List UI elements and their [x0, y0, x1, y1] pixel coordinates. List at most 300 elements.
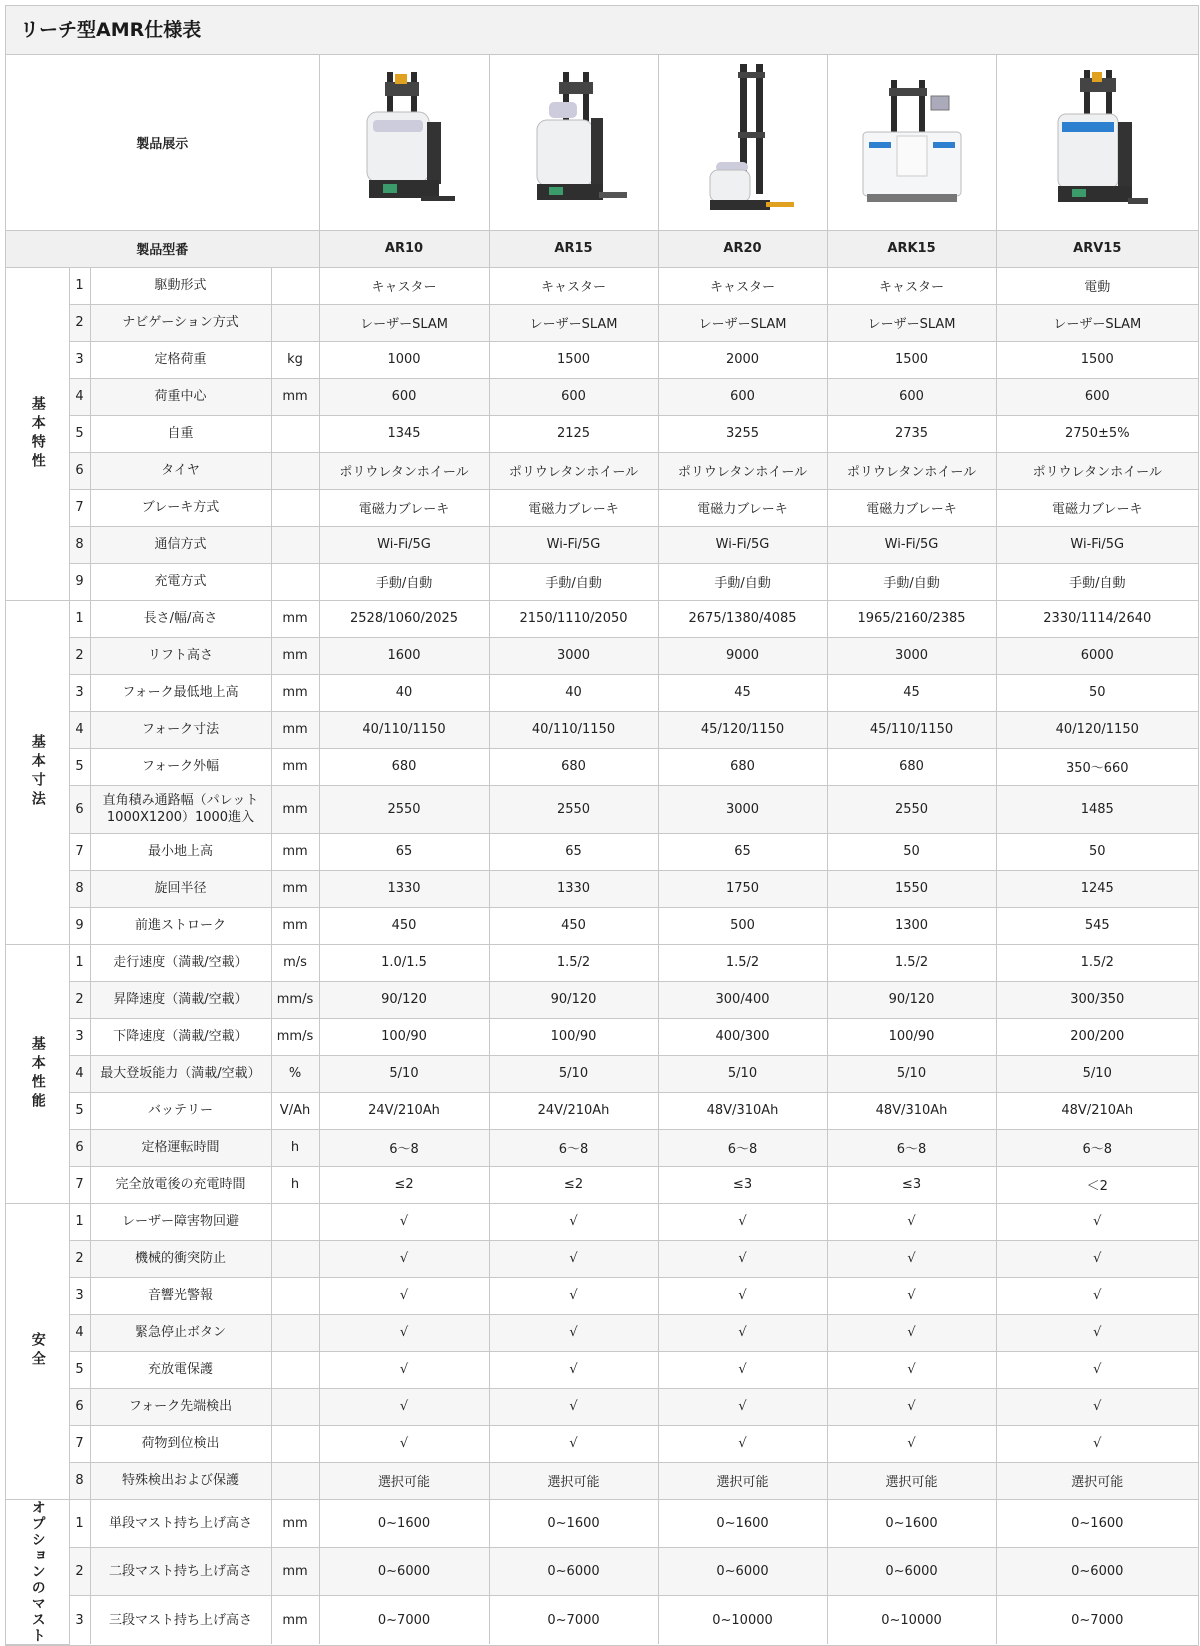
spec-value: √	[658, 1351, 827, 1388]
spec-label: 充電方式	[90, 563, 271, 600]
spec-value: 450	[319, 907, 489, 944]
spec-value: 48V/310Ah	[658, 1092, 827, 1129]
spec-value: Wi-Fi/5G	[319, 526, 489, 563]
spec-value: 電磁力ブレーキ	[319, 489, 489, 526]
spec-label: フォーク外幅	[90, 748, 271, 785]
spec-value: 0~6000	[489, 1547, 658, 1595]
spec-label: 旋回半径	[90, 870, 271, 907]
row-number: 2	[69, 981, 90, 1018]
spec-value: 3000	[489, 637, 658, 674]
display-label: 製品展示	[6, 55, 319, 230]
spec-unit: mm	[271, 637, 319, 674]
spec-row	[6, 415, 1198, 452]
spec-value: √	[996, 1203, 1198, 1240]
model-label: 製品型番	[6, 230, 319, 267]
spec-value: 40/110/1150	[489, 711, 658, 748]
spec-value: キャスター	[827, 267, 996, 304]
spec-value: ≤3	[658, 1166, 827, 1203]
robot-ar20-image	[688, 62, 798, 222]
spec-row	[6, 1018, 1198, 1055]
spec-value: 手動/自動	[319, 563, 489, 600]
spec-label: 駆動形式	[90, 267, 271, 304]
spec-value: 100/90	[319, 1018, 489, 1055]
spec-row	[6, 1351, 1198, 1388]
spec-value: 選択可能	[489, 1462, 658, 1499]
spec-value: 45	[658, 674, 827, 711]
spec-label: 前進ストローク	[90, 907, 271, 944]
spec-unit: mm	[271, 748, 319, 785]
spec-value: √	[489, 1240, 658, 1277]
spec-value: レーザーSLAM	[489, 304, 658, 341]
spec-row	[6, 748, 1198, 785]
spec-unit: mm	[271, 674, 319, 711]
spec-row	[6, 1547, 1198, 1595]
spec-value: 600	[489, 378, 658, 415]
spec-label: 単段マスト持ち上げ高さ	[90, 1499, 271, 1547]
spec-value: √	[827, 1351, 996, 1388]
image-row	[6, 55, 1198, 230]
spec-value: 300/350	[996, 981, 1198, 1018]
spec-value: 3255	[658, 415, 827, 452]
robot-ar10-image	[349, 62, 459, 222]
spec-label: 音響光警報	[90, 1277, 271, 1314]
spec-value: ポリウレタンホイール	[996, 452, 1198, 489]
spec-row	[6, 981, 1198, 1018]
spec-label: 自重	[90, 415, 271, 452]
spec-value: 1965/2160/2385	[827, 600, 996, 637]
spec-value: レーザーSLAM	[658, 304, 827, 341]
spec-unit	[271, 267, 319, 304]
spec-value: 2550	[319, 785, 489, 833]
spec-value: 3000	[827, 637, 996, 674]
spec-value: ≤2	[489, 1166, 658, 1203]
spec-row	[6, 1277, 1198, 1314]
spec-value: 2000	[658, 341, 827, 378]
spec-value: √	[996, 1425, 1198, 1462]
spec-row	[6, 833, 1198, 870]
section-label: 基本特性	[6, 267, 69, 600]
spec-value: 6～8	[996, 1129, 1198, 1166]
spec-value: 6～8	[827, 1129, 996, 1166]
section-label: 基本性能	[6, 944, 69, 1203]
row-number: 8	[69, 870, 90, 907]
spec-value: 680	[658, 748, 827, 785]
spec-value: 1550	[827, 870, 996, 907]
spec-value: 90/120	[827, 981, 996, 1018]
spec-row	[6, 674, 1198, 711]
spec-value: 90/120	[319, 981, 489, 1018]
spec-value: √	[489, 1351, 658, 1388]
spec-value: 2125	[489, 415, 658, 452]
spec-value: 2750±5%	[996, 415, 1198, 452]
spec-value: 50	[996, 674, 1198, 711]
spec-value: 600	[319, 378, 489, 415]
row-number: 6	[69, 785, 90, 833]
spec-value: 手動/自動	[996, 563, 1198, 600]
spec-value: √	[996, 1240, 1198, 1277]
section-label: 安全	[6, 1203, 69, 1499]
spec-value: 600	[827, 378, 996, 415]
spec-value: 600	[996, 378, 1198, 415]
model-ar20: AR20	[658, 230, 827, 267]
spec-value: 90/120	[489, 981, 658, 1018]
spec-value: 45/110/1150	[827, 711, 996, 748]
row-number: 1	[69, 1499, 90, 1547]
spec-value: 545	[996, 907, 1198, 944]
spec-label: 定格運転時間	[90, 1129, 271, 1166]
spec-value: 680	[827, 748, 996, 785]
spec-value: 1330	[489, 870, 658, 907]
spec-label: 定格荷重	[90, 341, 271, 378]
spec-unit: mm	[271, 907, 319, 944]
spec-value: 45	[827, 674, 996, 711]
spec-value: 0~1600	[827, 1499, 996, 1547]
spec-value: √	[658, 1277, 827, 1314]
spec-value: √	[319, 1425, 489, 1462]
row-number: 2	[69, 637, 90, 674]
spec-value: Wi-Fi/5G	[996, 526, 1198, 563]
spec-value: 9000	[658, 637, 827, 674]
row-number: 5	[69, 1351, 90, 1388]
spec-unit	[271, 415, 319, 452]
spec-value: ポリウレタンホイール	[827, 452, 996, 489]
section-label: オプションのマスト	[6, 1499, 69, 1644]
spec-unit: h	[271, 1166, 319, 1203]
model-row	[6, 230, 1198, 267]
spec-value: 3000	[658, 785, 827, 833]
spec-value: 1.0/1.5	[319, 944, 489, 981]
spec-value: 48V/210Ah	[996, 1092, 1198, 1129]
spec-unit: %	[271, 1055, 319, 1092]
spec-value: 選択可能	[658, 1462, 827, 1499]
spec-value: 1500	[996, 341, 1198, 378]
spec-value: √	[489, 1314, 658, 1351]
spec-value: 2528/1060/2025	[319, 600, 489, 637]
spec-value: 50	[827, 833, 996, 870]
spec-value: Wi-Fi/5G	[658, 526, 827, 563]
spec-label: レーザー障害物回避	[90, 1203, 271, 1240]
row-number: 9	[69, 563, 90, 600]
spec-value: √	[658, 1425, 827, 1462]
spec-unit	[271, 1462, 319, 1499]
spec-value: √	[996, 1388, 1198, 1425]
spec-label: 通信方式	[90, 526, 271, 563]
spec-value: 0~1600	[996, 1499, 1198, 1547]
spec-value: ポリウレタンホイール	[489, 452, 658, 489]
spec-value: 1.5/2	[489, 944, 658, 981]
row-number: 7	[69, 1166, 90, 1203]
spec-value: 5/10	[827, 1055, 996, 1092]
spec-value: √	[658, 1203, 827, 1240]
spec-value: 電磁力ブレーキ	[658, 489, 827, 526]
spec-row	[6, 452, 1198, 489]
spec-unit: mm	[271, 1499, 319, 1547]
spec-row	[6, 304, 1198, 341]
spec-value: 50	[996, 833, 1198, 870]
spec-unit	[271, 452, 319, 489]
spec-label: 走行速度（満載/空載）	[90, 944, 271, 981]
spec-value: 1500	[827, 341, 996, 378]
spec-value: 500	[658, 907, 827, 944]
row-number: 9	[69, 907, 90, 944]
spec-unit	[271, 1314, 319, 1351]
product-image-ar10	[319, 55, 489, 230]
robot-ar15-image	[519, 62, 629, 222]
row-number: 7	[69, 489, 90, 526]
spec-value: √	[489, 1388, 658, 1425]
spec-value: √	[658, 1388, 827, 1425]
spec-value: 1485	[996, 785, 1198, 833]
spec-value: √	[827, 1425, 996, 1462]
row-number: 3	[69, 1596, 90, 1644]
spec-unit	[271, 563, 319, 600]
spec-value: 40	[319, 674, 489, 711]
spec-sheet	[5, 5, 1199, 1646]
spec-value: 0~10000	[827, 1596, 996, 1644]
spec-row	[6, 1462, 1198, 1499]
spec-value: 1245	[996, 870, 1198, 907]
page-title: リーチ型AMR仕様表	[6, 6, 1198, 55]
spec-value: 1345	[319, 415, 489, 452]
spec-unit	[271, 1240, 319, 1277]
spec-label: 三段マスト持ち上げ高さ	[90, 1596, 271, 1644]
spec-value: 6～8	[319, 1129, 489, 1166]
spec-unit	[271, 1203, 319, 1240]
spec-row	[6, 1055, 1198, 1092]
row-number: 4	[69, 1314, 90, 1351]
spec-value: √	[827, 1388, 996, 1425]
row-number: 3	[69, 674, 90, 711]
model-ar15: AR15	[489, 230, 658, 267]
spec-label: タイヤ	[90, 452, 271, 489]
spec-value: 0~7000	[319, 1596, 489, 1644]
spec-value: 24V/210Ah	[319, 1092, 489, 1129]
spec-value: √	[658, 1240, 827, 1277]
spec-value: 0~1600	[489, 1499, 658, 1547]
spec-unit: mm/s	[271, 1018, 319, 1055]
spec-label: 完全放電後の充電時間	[90, 1166, 271, 1203]
spec-value: √	[319, 1388, 489, 1425]
spec-value: 1.5/2	[996, 944, 1198, 981]
product-image-ark15	[827, 55, 996, 230]
spec-value: ポリウレタンホイール	[319, 452, 489, 489]
row-number: 2	[69, 1547, 90, 1595]
spec-row	[6, 1314, 1198, 1351]
spec-value: 電磁力ブレーキ	[827, 489, 996, 526]
spec-unit: mm	[271, 600, 319, 637]
spec-row	[6, 1203, 1198, 1240]
spec-unit	[271, 1277, 319, 1314]
spec-value: 65	[319, 833, 489, 870]
spec-value: 40	[489, 674, 658, 711]
row-number: 6	[69, 1129, 90, 1166]
spec-value: √	[827, 1203, 996, 1240]
spec-value: √	[658, 1314, 827, 1351]
spec-row	[6, 1388, 1198, 1425]
spec-value: 45/120/1150	[658, 711, 827, 748]
spec-label: フォーク寸法	[90, 711, 271, 748]
spec-value: 選択可能	[996, 1462, 1198, 1499]
section-label: 基本寸法	[6, 600, 69, 944]
spec-label: フォーク先端検出	[90, 1388, 271, 1425]
spec-value: 2150/1110/2050	[489, 600, 658, 637]
product-image-ar20	[658, 55, 827, 230]
spec-value: ポリウレタンホイール	[658, 452, 827, 489]
spec-value: 手動/自動	[827, 563, 996, 600]
spec-label: 昇降速度（満載/空載）	[90, 981, 271, 1018]
row-number: 3	[69, 1018, 90, 1055]
spec-value: 100/90	[827, 1018, 996, 1055]
spec-value: レーザーSLAM	[827, 304, 996, 341]
spec-value: 2550	[827, 785, 996, 833]
spec-label: 荷物到位検出	[90, 1425, 271, 1462]
spec-value: √	[319, 1277, 489, 1314]
spec-label: 下降速度（満載/空載）	[90, 1018, 271, 1055]
spec-value: 5/10	[996, 1055, 1198, 1092]
spec-unit: mm	[271, 1596, 319, 1644]
row-number: 8	[69, 1462, 90, 1499]
spec-label: 最小地上高	[90, 833, 271, 870]
spec-value: 100/90	[489, 1018, 658, 1055]
spec-unit	[271, 1425, 319, 1462]
spec-value: 6000	[996, 637, 1198, 674]
spec-value: 選択可能	[827, 1462, 996, 1499]
spec-label: 充放電保護	[90, 1351, 271, 1388]
spec-value: √	[319, 1240, 489, 1277]
spec-row	[6, 1092, 1198, 1129]
spec-label: フォーク最低地上高	[90, 674, 271, 711]
row-number: 2	[69, 304, 90, 341]
spec-value: 2550	[489, 785, 658, 833]
spec-value: 40/110/1150	[319, 711, 489, 748]
spec-row	[6, 944, 1198, 981]
spec-label: 機械的衝突防止	[90, 1240, 271, 1277]
row-number: 8	[69, 526, 90, 563]
spec-row	[6, 563, 1198, 600]
spec-value: 200/200	[996, 1018, 1198, 1055]
row-number: 7	[69, 1425, 90, 1462]
spec-value: √	[996, 1277, 1198, 1314]
spec-value: 1000	[319, 341, 489, 378]
row-number: 3	[69, 1277, 90, 1314]
spec-value: キャスター	[658, 267, 827, 304]
row-number: 2	[69, 1240, 90, 1277]
spec-value: √	[827, 1240, 996, 1277]
spec-value: 0~7000	[489, 1596, 658, 1644]
spec-row	[6, 267, 1198, 304]
product-image-arv15	[996, 55, 1198, 230]
model-ark15: ARK15	[827, 230, 996, 267]
spec-label: ナビゲーション方式	[90, 304, 271, 341]
spec-unit: mm	[271, 833, 319, 870]
row-number: 7	[69, 833, 90, 870]
spec-value: 350～660	[996, 748, 1198, 785]
spec-value: 電磁力ブレーキ	[489, 489, 658, 526]
spec-value: レーザーSLAM	[996, 304, 1198, 341]
row-number: 5	[69, 748, 90, 785]
spec-value: √	[489, 1203, 658, 1240]
row-number: 1	[69, 600, 90, 637]
row-number: 4	[69, 1055, 90, 1092]
spec-value: 24V/210Ah	[489, 1092, 658, 1129]
spec-unit: mm/s	[271, 981, 319, 1018]
spec-value: 40/120/1150	[996, 711, 1198, 748]
spec-value: 1.5/2	[658, 944, 827, 981]
spec-value: ＜2	[996, 1166, 1198, 1203]
spec-unit	[271, 304, 319, 341]
spec-unit: mm	[271, 378, 319, 415]
spec-label: 特殊検出および保護	[90, 1462, 271, 1499]
spec-unit: V/Ah	[271, 1092, 319, 1129]
spec-value: 300/400	[658, 981, 827, 1018]
spec-row	[6, 600, 1198, 637]
spec-table	[6, 55, 1198, 1645]
spec-value: ≤3	[827, 1166, 996, 1203]
spec-value: 400/300	[658, 1018, 827, 1055]
spec-value: 1330	[319, 870, 489, 907]
spec-value: √	[996, 1314, 1198, 1351]
spec-value: Wi-Fi/5G	[827, 526, 996, 563]
spec-label: バッテリー	[90, 1092, 271, 1129]
spec-value: キャスター	[489, 267, 658, 304]
spec-unit	[271, 526, 319, 563]
robot-arv15-image	[1042, 62, 1152, 222]
spec-unit: kg	[271, 341, 319, 378]
spec-value: √	[827, 1314, 996, 1351]
spec-unit: mm	[271, 785, 319, 833]
spec-value: レーザーSLAM	[319, 304, 489, 341]
spec-value: 65	[658, 833, 827, 870]
row-number: 4	[69, 378, 90, 415]
spec-row	[6, 870, 1198, 907]
spec-value: 0~6000	[319, 1547, 489, 1595]
spec-row	[6, 711, 1198, 748]
spec-value: √	[996, 1351, 1198, 1388]
spec-value: 5/10	[319, 1055, 489, 1092]
spec-value: 1500	[489, 341, 658, 378]
row-number: 5	[69, 1092, 90, 1129]
spec-label: リフト高さ	[90, 637, 271, 674]
spec-value: 1.5/2	[827, 944, 996, 981]
spec-label: 長さ/幅/高さ	[90, 600, 271, 637]
spec-row	[6, 1166, 1198, 1203]
spec-value: 2735	[827, 415, 996, 452]
spec-value: 0~6000	[658, 1547, 827, 1595]
row-number: 1	[69, 267, 90, 304]
spec-value: √	[319, 1314, 489, 1351]
spec-value: 2675/1380/4085	[658, 600, 827, 637]
spec-value: Wi-Fi/5G	[489, 526, 658, 563]
spec-value: 電磁力ブレーキ	[996, 489, 1198, 526]
spec-value: 1600	[319, 637, 489, 674]
spec-value: √	[319, 1203, 489, 1240]
spec-value: 5/10	[489, 1055, 658, 1092]
model-arv15: ARV15	[996, 230, 1198, 267]
spec-value: 0~1600	[319, 1499, 489, 1547]
spec-unit: m/s	[271, 944, 319, 981]
spec-row	[6, 341, 1198, 378]
spec-value: 0~10000	[658, 1596, 827, 1644]
row-number: 3	[69, 341, 90, 378]
row-number: 4	[69, 711, 90, 748]
spec-row	[6, 637, 1198, 674]
spec-row	[6, 1425, 1198, 1462]
spec-value: ≤2	[319, 1166, 489, 1203]
spec-row	[6, 1129, 1198, 1166]
spec-unit	[271, 489, 319, 526]
spec-value: 6～8	[658, 1129, 827, 1166]
spec-value: 680	[489, 748, 658, 785]
